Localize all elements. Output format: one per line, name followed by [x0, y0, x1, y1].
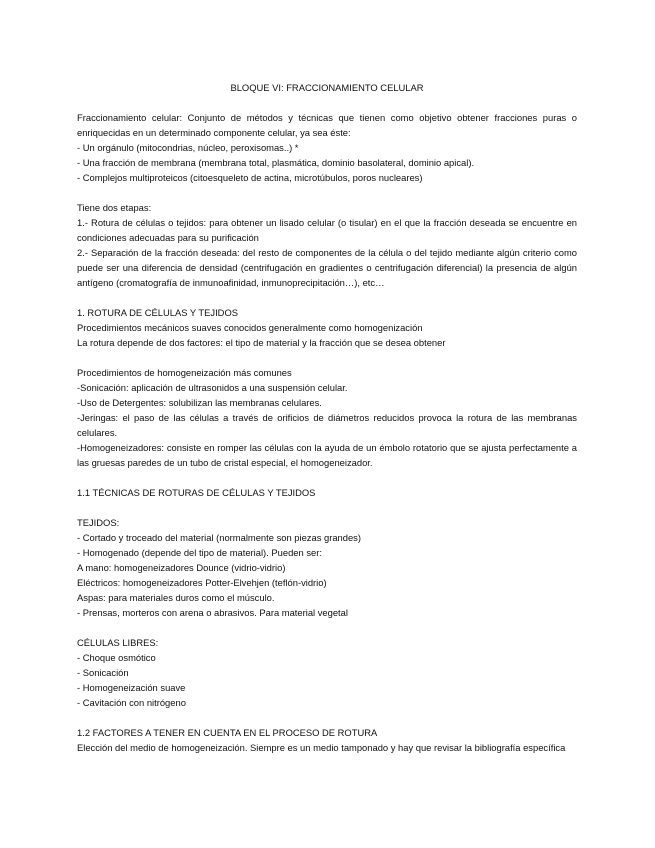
spacer — [77, 620, 577, 635]
stage-item: 1.- Rotura de células o tejidos: para obtener un lisado celular (o tisular) en el que la fracción deseada se encuentre en condiciones adecuadas para su purificación — [77, 217, 577, 243]
tissue-item: - Prensas, morteros con arena o abrasivos. Para material vegetal — [77, 607, 348, 618]
section-heading: 1. ROTURA DE CÉLULAS Y TEJIDOS — [77, 307, 238, 318]
tissue-item: - Homogenado (depende del tipo de material). Pueden ser: — [77, 547, 322, 558]
intro-item: - Un orgánulo (mitocondrias, núcleo, peroxisomas..) * — [77, 142, 299, 153]
tissue-item: Eléctricos: homogeneizadores Potter-Elvehjen (teflón-vidrio) — [77, 577, 327, 588]
section-line: La rotura depende de dos factores: el tipo de material y la fracción que se desea obtener — [77, 337, 446, 348]
spacer — [77, 710, 577, 725]
spacer — [77, 350, 577, 365]
tissue-item: A mano: homogeneizadores Dounce (vidrio-vidrio) — [77, 562, 286, 573]
intro-item: - Una fracción de membrana (membrana total, plasmática, dominio basolateral, dominio apical). — [77, 157, 475, 168]
spacer — [77, 290, 577, 305]
free-cell-item: - Choque osmótico — [77, 652, 156, 663]
tissue-item: - Cortado y troceado del material (normalmente son piezas grandes) — [77, 532, 361, 543]
tissue-item: Aspas: para materiales duros como el músculo. — [77, 592, 275, 603]
spacer — [77, 470, 577, 485]
spacer — [77, 185, 577, 200]
procedure-item: -Jeringas: el paso de las células a través de orificios de diámetros reducidos provoca la rotura de las membranas celulares. — [77, 412, 577, 438]
section-heading: 1.2 FACTORES A TENER EN CUENTA EN EL PROCESO DE ROTURA — [77, 727, 378, 738]
document-body — [77, 80, 577, 755]
free-cell-item: - Cavitación con nitrógeno — [77, 697, 186, 708]
page-title: BLOQUE VI: FRACCIONAMIENTO CELULAR — [230, 82, 424, 93]
procedures-heading: Procedimientos de homogeneización más comunes — [77, 367, 292, 378]
spacer — [77, 500, 577, 515]
procedure-item: -Sonicación: aplicación de ultrasonidos a una suspensión celular. — [77, 382, 348, 393]
procedure-item: -Homogeneizadores: consiste en romper las células con la ayuda de un émbolo rotatorio que se ajusta perfectamente a las gruesas paredes de un tubo de cristal especial, el homogeneizador. — [77, 442, 577, 468]
intro-definition: Fraccionamiento celular: Conjunto de métodos y técnicas que tienen como objetivo obtener fracciones puras o enriquecidas en un determinado componente celular, ya sea éste: — [77, 112, 577, 138]
stages-heading: Tiene dos etapas: — [77, 202, 152, 213]
free-cell-item: - Sonicación — [77, 667, 129, 678]
tissues-heading: TEJIDOS: — [77, 517, 120, 528]
free-cells-heading: CÉLULAS LIBRES: — [77, 637, 159, 648]
procedure-item: -Uso de Detergentes: solubilizan las membranas celulares. — [77, 397, 322, 408]
intro-item: - Complejos multiproteicos (citoesqueleto de actina, microtúbulos, poros nucleares) — [77, 172, 423, 183]
section-text: Elección del medio de homogeneización. Siempre es un medio tamponado y hay que revisar la bibliografía específica — [77, 742, 566, 753]
free-cell-item: - Homogeneización suave — [77, 682, 186, 693]
stage-item: 2.- Separación de la fracción deseada: del resto de componentes de la célula o del tejido mediante algún criterio como puede ser una diferencia de densidad (centrifugación en gradientes o centrifugación diferencial) la presencia de algún antígeno (cromatografía de inmunoafinidad, inmunoprecipitación…), etc… — [77, 247, 577, 288]
section-heading: 1.1 TÉCNICAS DE ROTURAS DE CÉLULAS Y TEJIDOS — [77, 487, 316, 498]
section-line: Procedimientos mecánicos suaves conocidos generalmente como homogenización — [77, 322, 423, 333]
